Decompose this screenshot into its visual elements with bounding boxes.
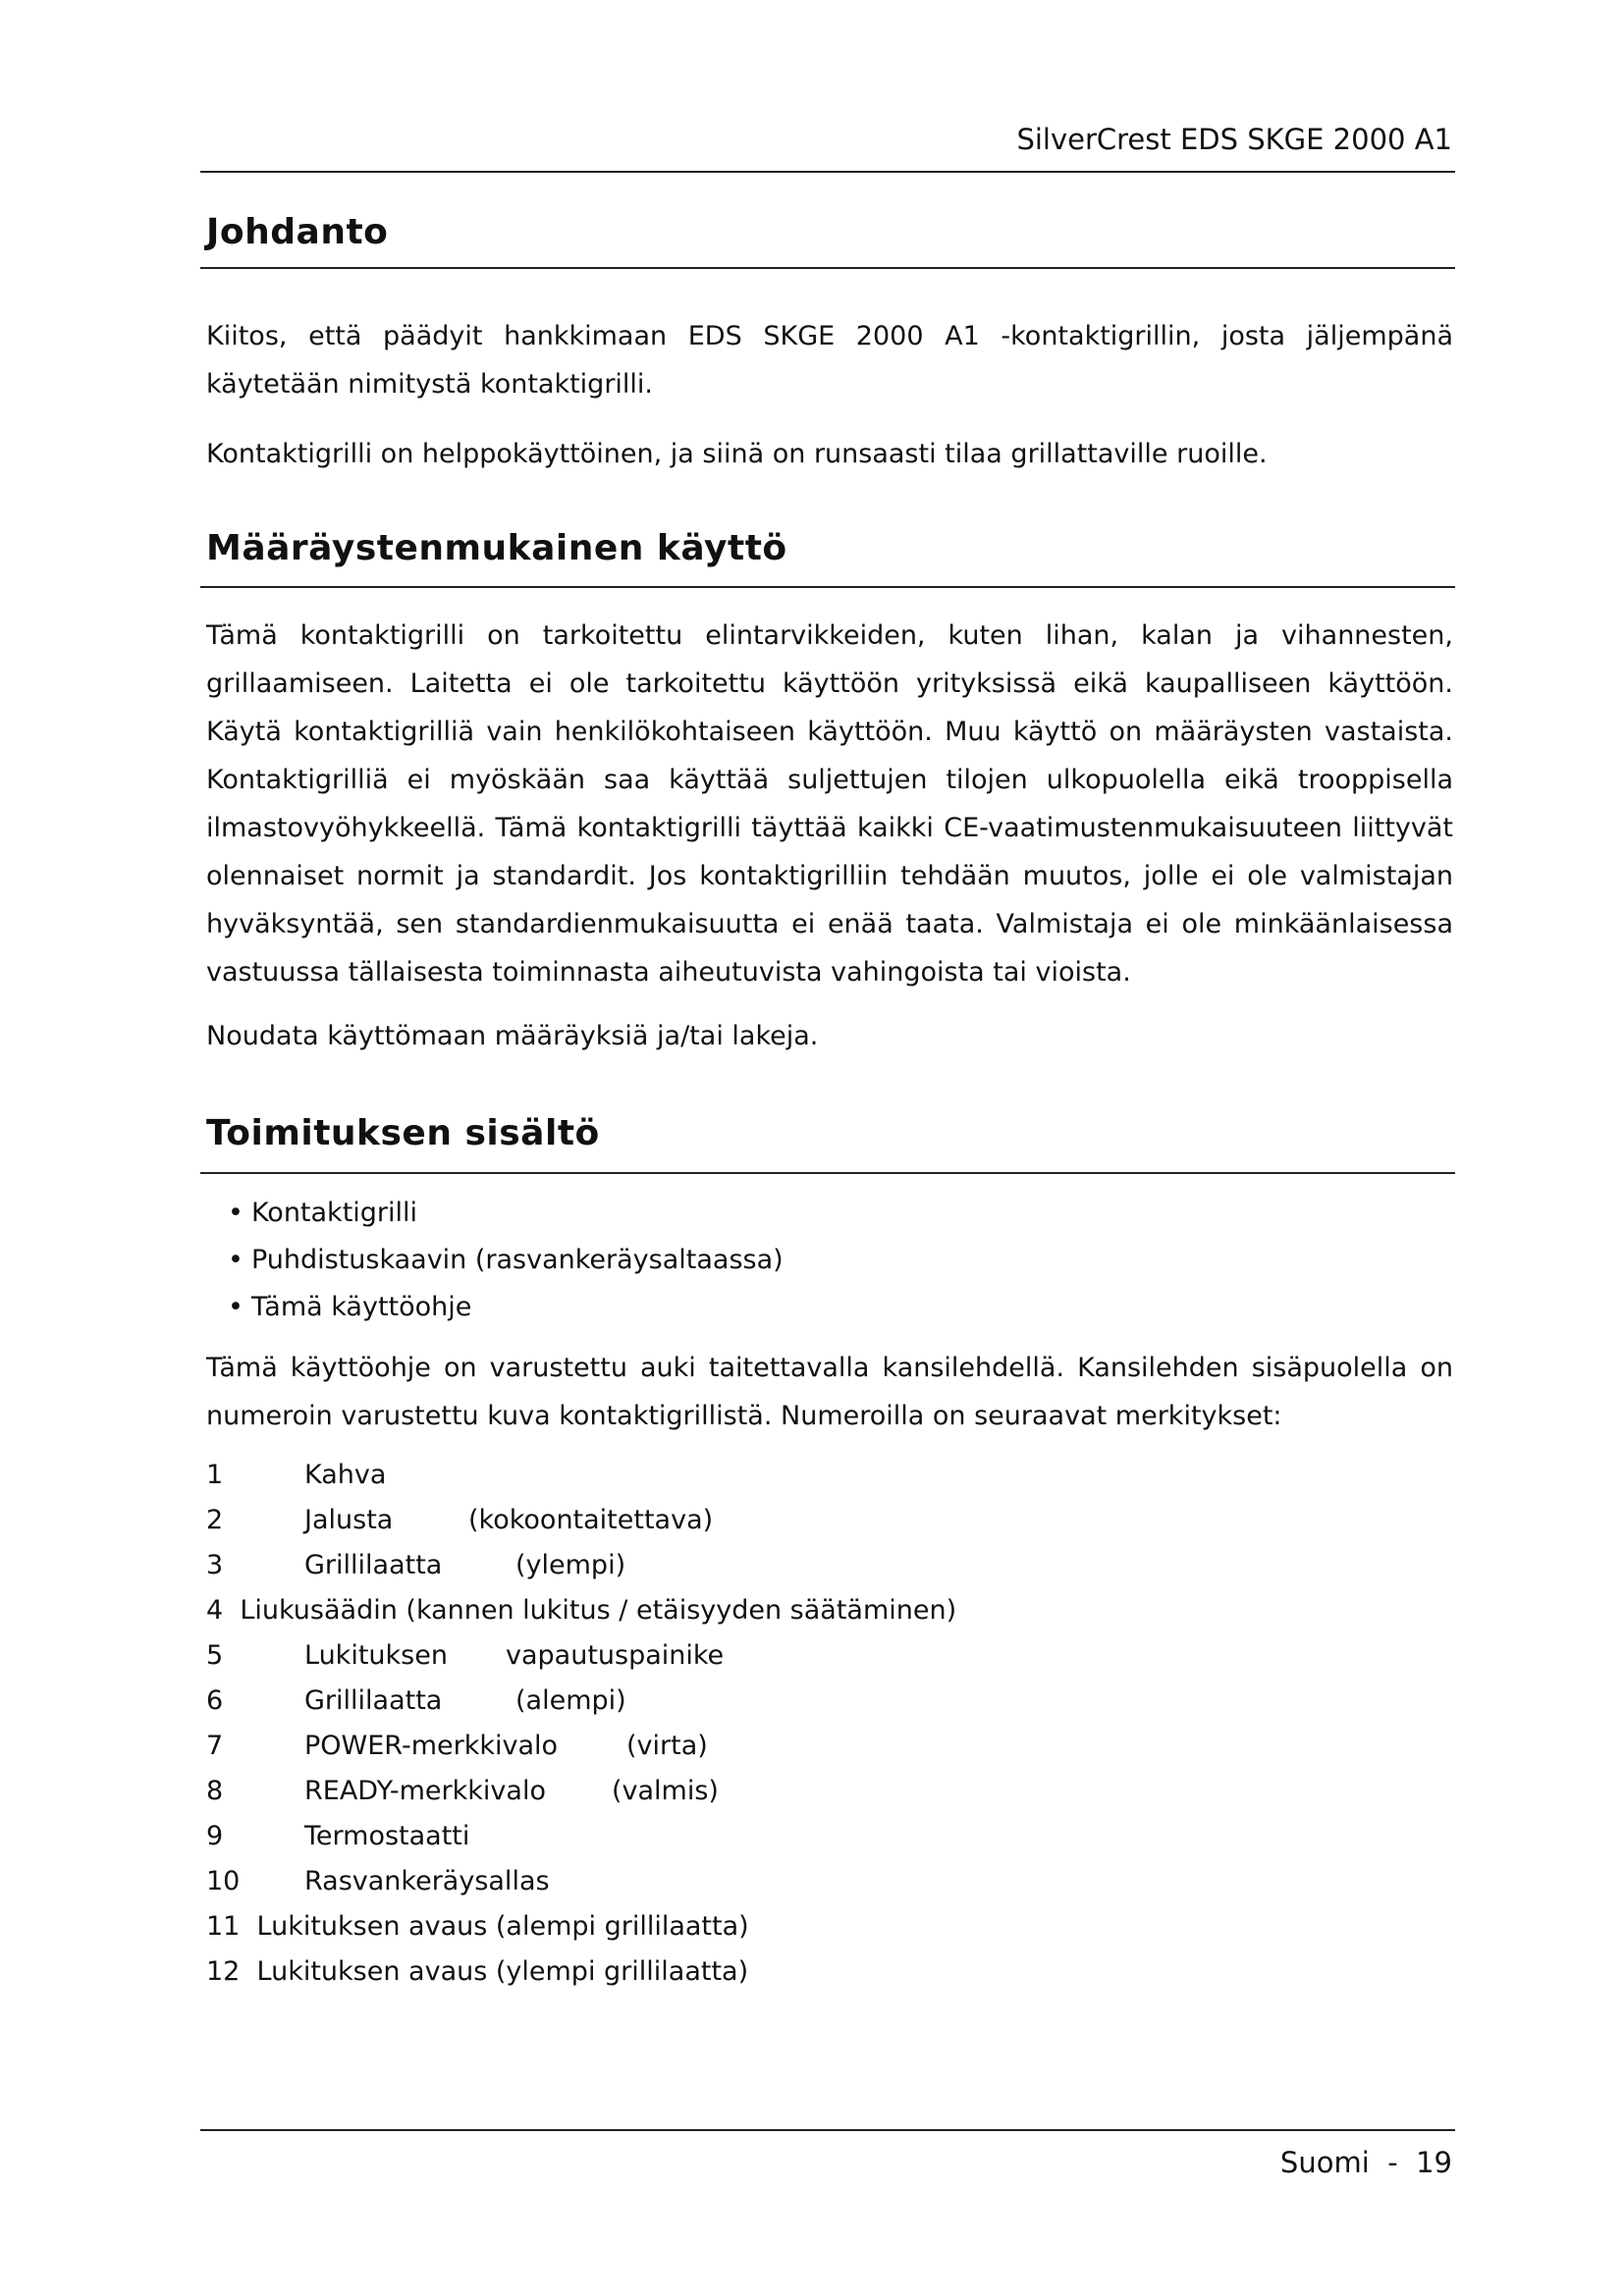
part-number: 3	[206, 1550, 224, 1580]
header-rule	[200, 171, 1455, 173]
list-item: • Kontaktigrilli	[228, 1190, 784, 1237]
heading-usage: Määräystenmukainen käyttö	[206, 528, 787, 568]
intro-paragraph-1: Kiitos, että päädyit hankkimaan EDS SKGE 2000 A1 -kontaktigrillin, josta jäljempänä käytetään nimitystä kontaktigrilli.	[206, 321, 1453, 400]
part-note: (ylempi)	[515, 1550, 626, 1580]
intro-paragraph-2: Kontaktigrilli on helppokäyttöinen, ja siinä on runsaasti tilaa grillattaville ruoille.	[206, 439, 1268, 469]
part-note: (alempi)	[515, 1685, 626, 1716]
list-item: • Tämä käyttöohje	[228, 1284, 784, 1331]
part-name: Grillilaatta	[304, 1550, 443, 1580]
part-note: vapautuspainike	[506, 1640, 725, 1671]
part-full: 11 Lukituksen avaus (alempi grillilaatta)	[206, 1911, 749, 1942]
part-number: 10	[206, 1866, 241, 1896]
footer-rule	[200, 2129, 1455, 2131]
part-name: Lukituksen	[304, 1640, 448, 1671]
part-number: 2	[206, 1505, 224, 1535]
usage-paragraph-2: Noudata käyttömaan määräyksiä ja/tai lakeja.	[206, 1021, 819, 1051]
contents-bullet-list	[228, 1190, 784, 1331]
contents-paragraph: Tämä käyttöohje on varustettu auki taitettavalla kansilehdellä. Kansilehden sisäpuolella on numeroin varustettu kuva kontaktigrillistä. Numeroilla on seuraavat merkitykset:	[206, 1353, 1453, 1431]
usage-paragraph-1: Tämä kontaktigrilli on tarkoitettu elintarvikkeiden, kuten lihan, kalan ja vihannesten, grillaamiseen. Laitetta ei ole tarkoitettu käyttöön yrityksissä eikä kaupalliseen käyttöön. Käytä kontaktigrilliä vain henkilökohtaiseen käyttöön. Muu käyttö on määräysten vastaista. Kontaktigrilliä ei myöskään saa käyttää suljettujen tilojen ulkopuolella eikä trooppisella ilmastovyöhykkeellä. Tämä kontaktigrilli täyttää kaikki CE-vaatimustenmukaisuuteen liittyvät olennaiset normit ja standardit. Jos kontaktigrilliin tehdään muutos, jolle ei ole valmistajan hyväksyntää, sen standardienmukaisuutta ei enää taata. Valmistaja ei ole minkäänlaisessa vastuussa tällaisesta toiminnasta aiheutuvista vahingoista tai vioista.	[206, 620, 1453, 988]
heading-rule	[200, 1172, 1455, 1174]
part-name: Termostaatti	[304, 1821, 470, 1851]
page-number: Suomi - 19	[1279, 2146, 1452, 2179]
heading-intro: Johdanto	[206, 212, 389, 252]
part-number: 5	[206, 1640, 224, 1671]
part-name: POWER-merkkivalo	[304, 1731, 559, 1761]
part-full: 12 Lukituksen avaus (ylempi grillilaatta)	[206, 1956, 749, 1987]
part-number: 6	[206, 1685, 224, 1716]
part-name: Grillilaatta	[304, 1685, 443, 1716]
running-header: SilverCrest EDS SKGE 2000 A1	[1016, 123, 1452, 156]
part-name: Kahva	[304, 1460, 387, 1490]
part-name: Jalusta	[304, 1505, 394, 1535]
list-item: • Puhdistuskaavin (rasvankeräysaltaassa)	[228, 1237, 784, 1284]
part-number: 8	[206, 1776, 224, 1806]
part-number: 7	[206, 1731, 224, 1761]
heading-contents: Toimituksen sisältö	[206, 1113, 600, 1153]
part-name: READY-merkkivalo	[304, 1776, 546, 1806]
part-number: 1	[206, 1460, 224, 1490]
part-note: (virta)	[626, 1731, 708, 1761]
part-full: 4 Liukusäädin (kannen lukitus / etäisyyden säätäminen)	[206, 1595, 957, 1626]
part-note: (kokoontaitettava)	[468, 1505, 714, 1535]
part-note: (valmis)	[612, 1776, 719, 1806]
heading-rule	[200, 586, 1455, 588]
part-name: Rasvankeräysallas	[304, 1866, 550, 1896]
heading-rule	[200, 267, 1455, 269]
part-number: 9	[206, 1821, 224, 1851]
